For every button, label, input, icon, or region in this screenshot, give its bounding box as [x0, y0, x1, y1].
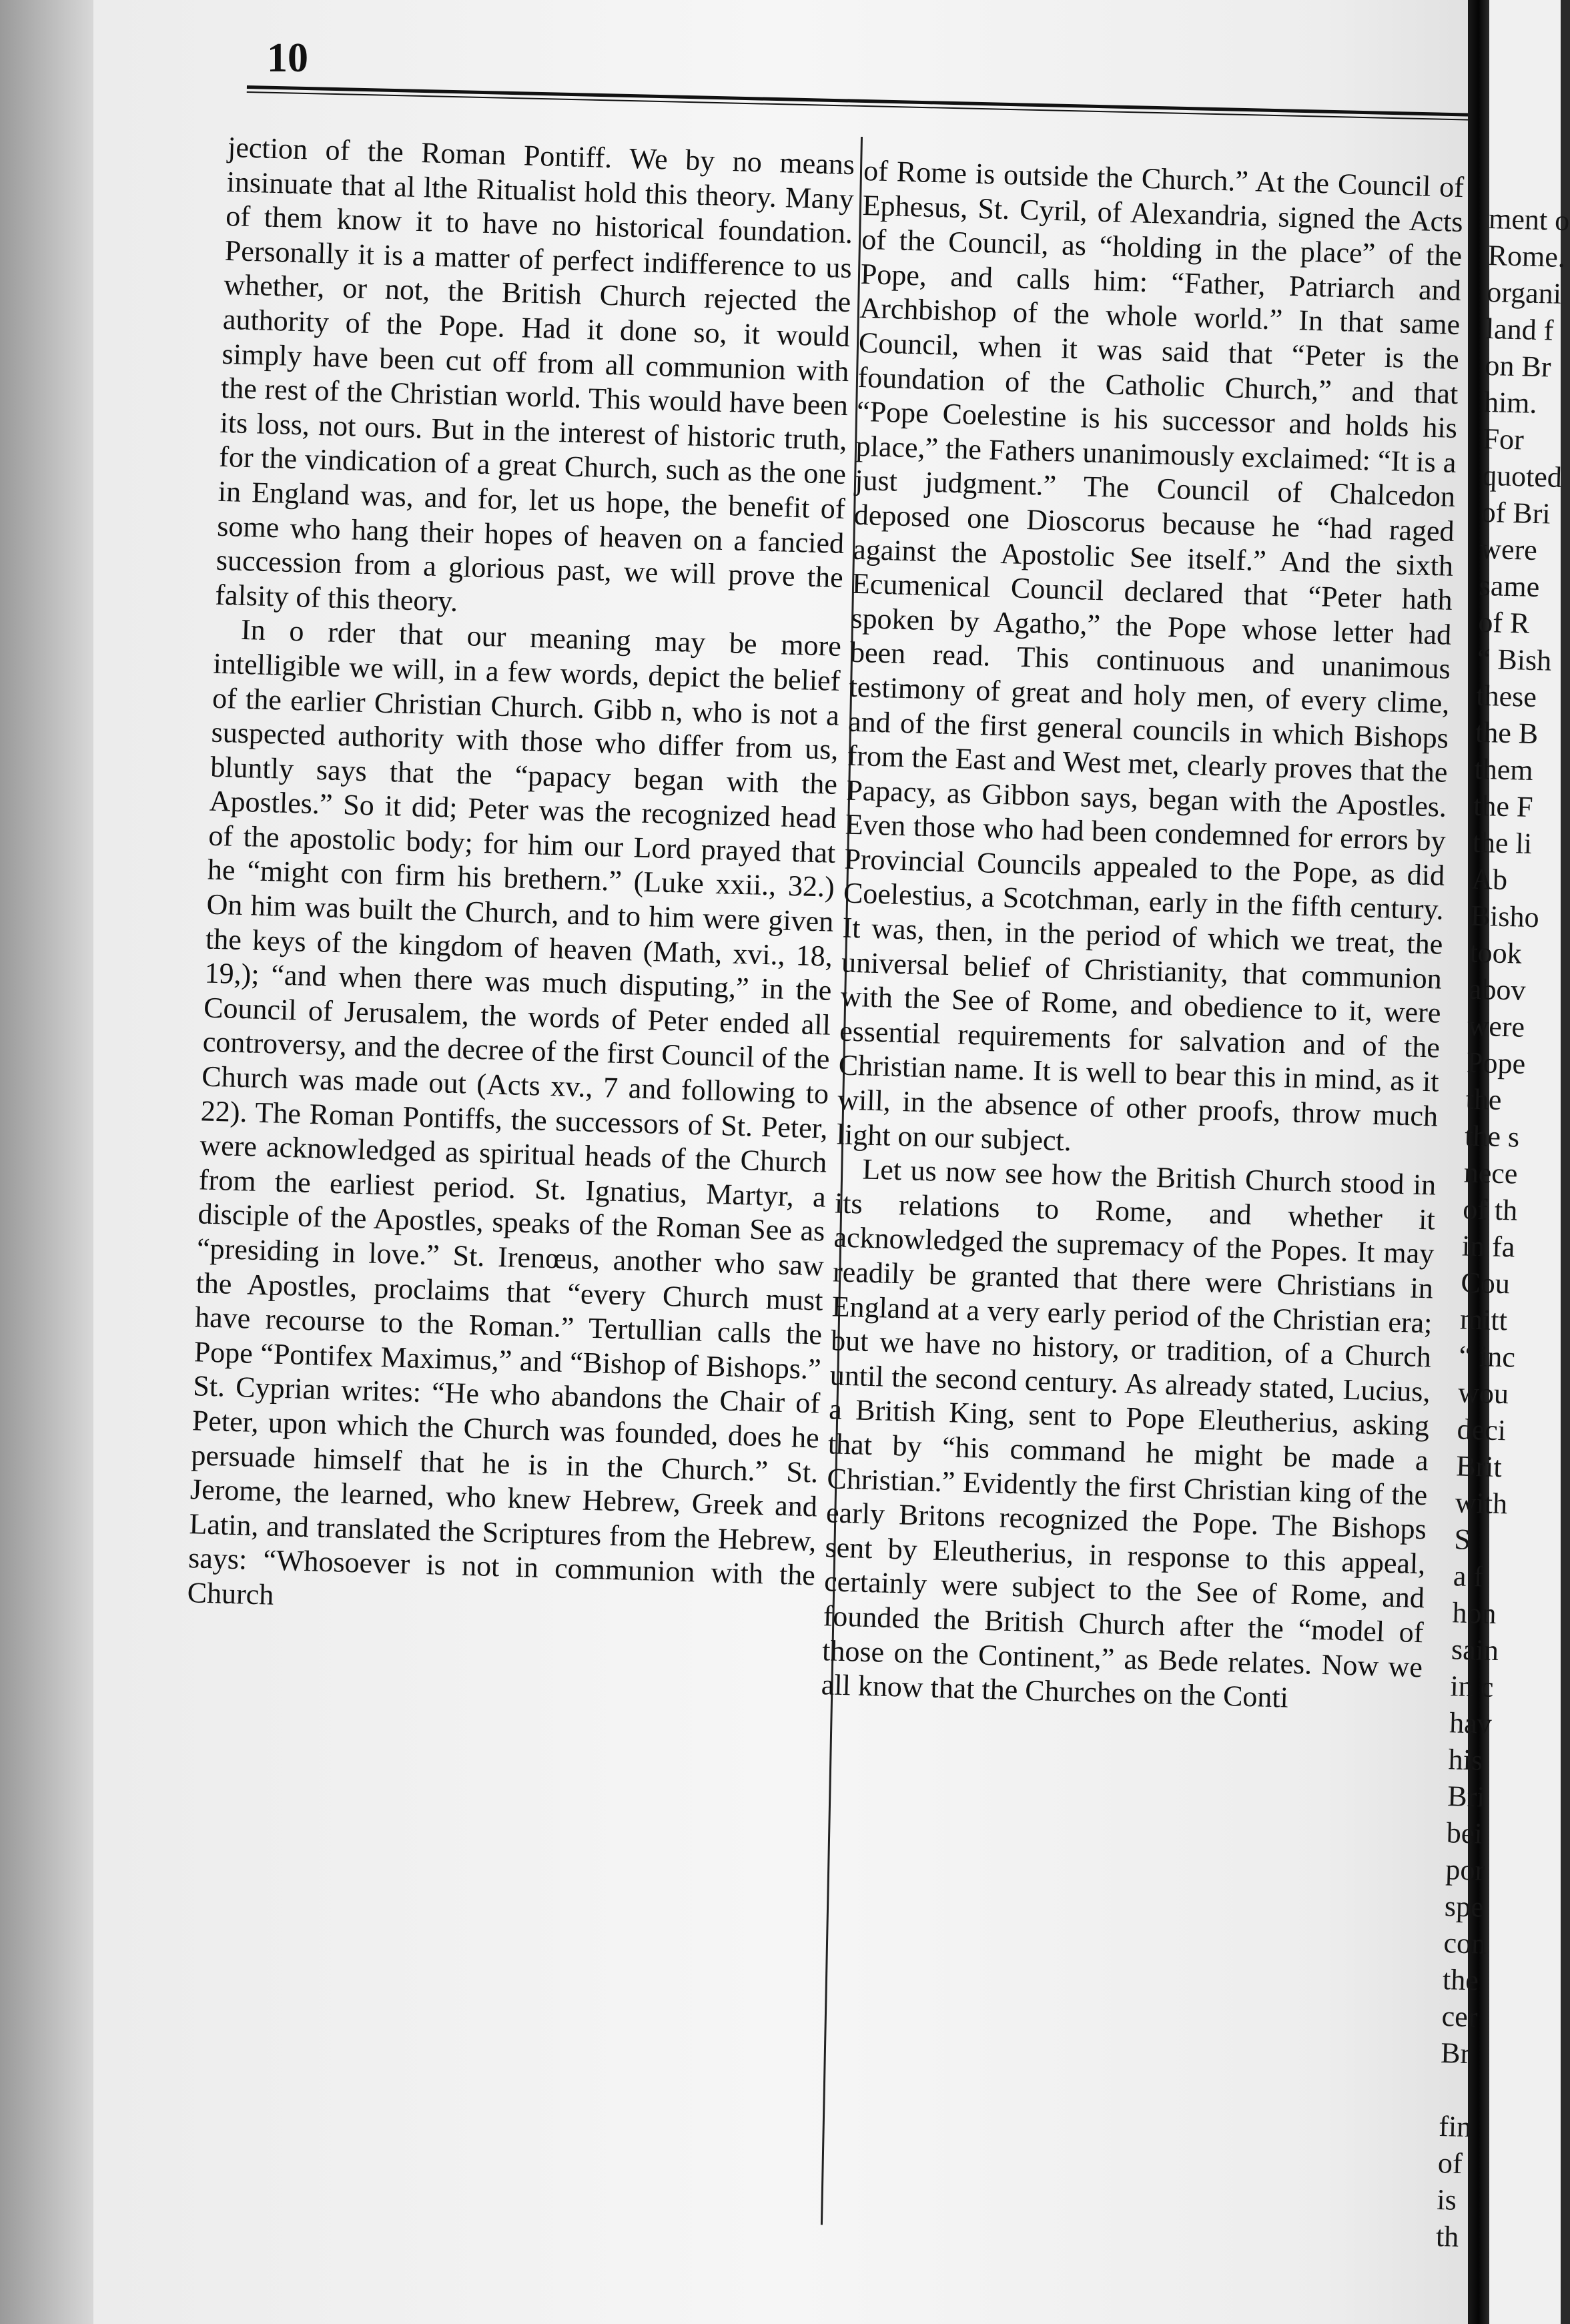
- next-page-line: quoted: [1481, 458, 1563, 494]
- page-edge-shadow: [0, 0, 93, 2324]
- next-page-line: fin: [1438, 2110, 1472, 2144]
- next-page-line: the F: [1473, 789, 1534, 824]
- next-page-line: of R: [1477, 605, 1531, 640]
- next-page-line: him.: [1483, 385, 1538, 420]
- next-page-line: is: [1436, 2183, 1457, 2217]
- next-page-text-fragment: [1435, 200, 1570, 2257]
- paragraph: Let us now see how the British Church stood in its relations to Rome, and whether it acknowledged the supremacy of the Popes. It may readily be granted that there were Christians in England at a very early period of the Christian era; but we have no history, or tradition, of a Church until the second century. As already stated, Lucius, a British King, sent to Pope Eleutherius, asking that by “his command he might be made a Christian.” Evidently the first Christian king of the early Britons recognized the Pope. The Bishops sent by Eleutherius, in response to this appeal, certainly were subject to the See of Rome, and founded the British Church after the “model of those on the Continent,” as Bede relates. Now we all know that the Churches on the Conti: [821, 1152, 1437, 1714]
- next-page-line: wou: [1457, 1376, 1509, 1411]
- next-page-line: Rome.: [1487, 238, 1566, 274]
- next-page-line: por: [1445, 1853, 1485, 1887]
- next-page-line: Ab: [1471, 862, 1508, 897]
- next-page-line: nece: [1463, 1156, 1519, 1190]
- next-page-line: with: [1455, 1486, 1508, 1521]
- header-rule: [247, 85, 1475, 121]
- next-page-line: land f: [1485, 312, 1554, 347]
- next-page-line: bei: [1446, 1816, 1483, 1850]
- next-page-line: of: [1437, 2147, 1463, 2180]
- next-page-line: th: [1435, 2219, 1459, 2253]
- next-page-line: Br: [1440, 2036, 1471, 2070]
- next-page-line: S: [1453, 1523, 1471, 1556]
- next-page-line: cer: [1441, 2000, 1479, 2034]
- text-column-left: [187, 130, 855, 1627]
- next-page-line: Brit: [1455, 1449, 1503, 1484]
- next-page-line: these: [1475, 679, 1537, 714]
- next-page-line: on Br: [1484, 348, 1552, 384]
- next-page-line: same: [1479, 568, 1540, 604]
- next-page-line: “ inc: [1459, 1339, 1516, 1374]
- next-page-line: his: [1448, 1743, 1483, 1777]
- next-page-line: “ Bish: [1477, 642, 1552, 677]
- next-page-line: mitt: [1459, 1302, 1508, 1337]
- next-page-line: the s: [1464, 1119, 1520, 1154]
- next-page-line: deci: [1457, 1413, 1507, 1447]
- paragraph: of Rome is outside the Church.” At the Council of Ephesus, St. Cyril, of Alexandria, signed the Acts of the Council, as “holding in the place” of the Pope, and calls him: “Father, Patriarch and Archbishop of the whole world.” In that same Council, when it was said that “Peter is the foundation of the Catholic Church,” and that “Pope Coelestine is his successor and holds his place,” the Fathers unanimously exclaimed: “It is a just judgment.” The Council of Chalcedon deposed one Dioscorus because he “had raged against the Apostolic See itself.” And the sixth Ecumenical Council declared that “Peter hath spoken by Agatho,” the Pope whose letter had been read. This continuous and unanimous testimony of great and holy men, of every clime, and of the first general councils in which Bishops from the East and West met, clearly proves that the Papacy, as Gibbon says, began with the Apostles. Even those who had been condemned for errors by Provincial Councils appealed to the Pope, as did Coelestius, a Scotchman, early in the fifth century. It was, then, in the period of which we treat, the universal belief of Christianity, that communion with the See of Rome, and obedience to it, were essential requirements for salvation and of the Christian name. It is well to bear this in mind, as it will, in the absence of other proofs, throw much light on our subject.: [836, 153, 1465, 1157]
- paragraph: jection of the Roman Pontiff. We by no means insinuate that al lthe Ritualist hold this theory. Many of them know it to have no historical foundation. Personally it is a matter of perfect indifference to us whether, or not, the British Church rejected the authority of the Pope. Had it done so, it would simply have been cut off from all communion with the rest of the Christian world. This would have been its loss, not ours. But in the interest of historic truth, for the vindication of a great Church, such as the one in England was, and for, let us hope, the benefit of some who hang their hopes of heaven on a fancied succession from a glorious past, we will prove the falsity of this theory.: [214, 130, 855, 618]
- next-page-line: of th: [1462, 1192, 1518, 1227]
- next-page-line: were: [1479, 532, 1538, 567]
- next-page-line: were: [1467, 1009, 1525, 1044]
- next-page-line: Bri: [1447, 1780, 1486, 1814]
- next-page-line: For: [1483, 422, 1525, 456]
- next-page-line: them: [1474, 752, 1534, 787]
- next-page-line: Bisho: [1470, 899, 1540, 934]
- paragraph: In o rder that our meaning may be more intelligible we will, in a few words, depict the belief of the earlier Christian Church. Gibb n, who is not a suspected authority with those who differ from us, bluntly says that the “papacy began with the Apostles.” So it did; Peter was the recognized head of the apostolic body; for him our Lord prayed that he “might con firm his brethern.” (Luke xxii., 32.) On him was built the Church, and to him were given the keys of the kingdom of heaven (Math, xvi., 18, 19,); “and when there was much disputing,” in the Council of Jerusalem, the words of Peter ended all controversy, and the decree of the first Council of the Church was made out (Acts xv., 7 and following to 22). The Roman Pontiffs, the successors of St. Peter, were acknowledged as spiritual heads of the Church from the earliest period. St. Ignatius, Martyr, a disciple of the Apostles, speaks of the Roman See as “presiding in love.” St. Irenœus, another who saw the Apostles, proclaims that “every Church must have recourse to the Roman.” Tertullian calls the Pope “Pontifex Maximus,” and “Bishop of Bishops.” St. Cyprian writes: “He who abandons the Chair of Peter, upon which the Church was founded, does he persuade himself that he is in the Church.” St. Jerome, the learned, who knew Hebrew, Greek and Latin, and translated the Scriptures from the Hebrew, says: “Whosoever is not in communion with the Church: [187, 613, 842, 1611]
- next-page-line: in fa: [1461, 1229, 1515, 1264]
- next-page-line: took: [1469, 935, 1523, 970]
- next-page-line: in c: [1450, 1669, 1495, 1703]
- next-page-line: the: [1442, 1963, 1479, 1997]
- next-page-line: the B: [1475, 715, 1539, 751]
- next-page-line: con: [1443, 1926, 1487, 1960]
- next-page-line: the: [1465, 1082, 1503, 1116]
- next-page-line: ment o: [1488, 202, 1570, 238]
- text-column-right: [821, 153, 1464, 1719]
- next-page-line: of Bri: [1481, 495, 1551, 530]
- next-page-line: a f: [1453, 1559, 1484, 1593]
- next-page-line: organi: [1486, 275, 1562, 310]
- next-page-line: abov: [1468, 972, 1527, 1007]
- next-page-line: [1439, 2071, 1521, 2110]
- next-page-line: hon: [1451, 1596, 1497, 1630]
- next-page-line: Pope: [1466, 1046, 1526, 1080]
- next-page-line: hav: [1449, 1706, 1493, 1740]
- next-page-line: the li: [1472, 825, 1533, 860]
- next-page-line: Cou: [1460, 1266, 1511, 1300]
- page-number: 10: [267, 35, 308, 81]
- next-page-line: spe: [1444, 1890, 1485, 1924]
- next-page-line: sain: [1451, 1633, 1499, 1667]
- next-page-edge: [1435, 0, 1570, 2324]
